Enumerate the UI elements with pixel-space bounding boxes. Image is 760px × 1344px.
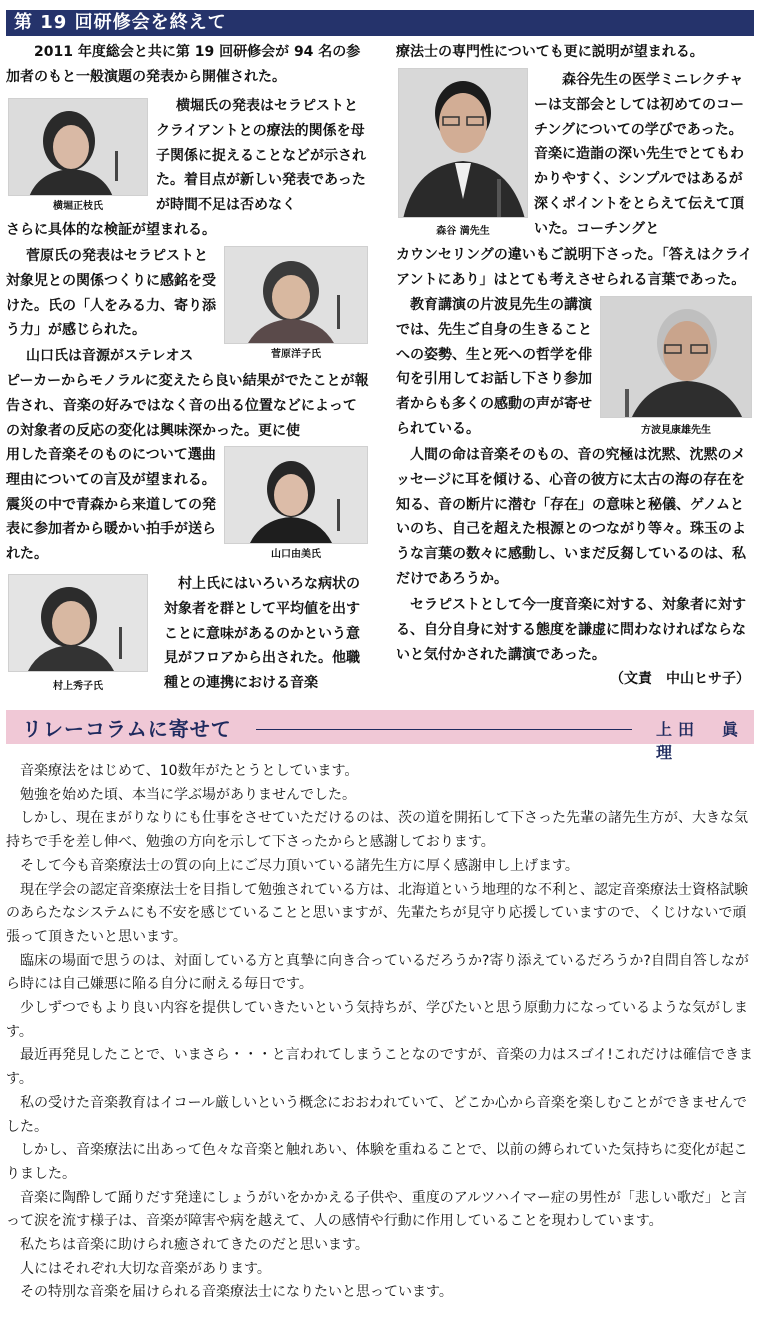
- photo-sugawara: [224, 246, 368, 344]
- paragraph: 森谷先生の医学ミニレクチャーは支部会としては初めてのコーチングについての学びであった。音楽に造詣の深い先生でとてもわかりやすく、シンプルではあるが深くポイントをとらえて伝えて頂いた。コーチングと: [534, 72, 744, 237]
- paragraph: 横堀氏の発表はセラピストとクライアントとの療法的関係を母子関係に捉えることなどが示された。着目点が新しい発表であったが時間不足は否めなく: [156, 98, 366, 214]
- relay-paragraph: 現在学会の認定音楽療法士を目指して勉強されている方は、北海道という地理的な不利と、認定音楽療法士資格試験のあらたなシステムにも不安を感じていることと思いますが、先輩たちが見守り応援していますので、くじけないで頑張って頂きたいと思います。: [6, 881, 748, 945]
- photo-murakami: [8, 574, 148, 672]
- relay-paragraph: 最近再発見したことで、いまさら・・・と言われてしまうことなのですが、音楽の力はスゴイ!これだけは確信できます。: [6, 1047, 753, 1088]
- relay-paragraph: 人にはそれぞれ大切な音楽があります。: [20, 1260, 271, 1277]
- relay-paragraph: 私たちは音楽に助けられ癒されてきたのだと思います。: [20, 1237, 369, 1254]
- photo-katabami: [600, 296, 752, 418]
- section-title: 第 19 回研修会を終えて: [6, 10, 754, 36]
- paragraph: 用した音楽そのものについて選曲理由についての言及が望まれる。震災の中で青森から来道しての発表に参加者から暖かい拍手が送られた。: [6, 447, 216, 563]
- paragraph: セラピストとして今一度音楽に対する、対象者に対する、自分自身に対する態度を謙虚に問わなければならないと気付かされた講演であった。: [396, 597, 746, 663]
- paragraph: 教育講演の片波見先生の講演では、先生ご自身の生きることへの姿勢、生と死への哲学を俳句を引用してお話し下さり参加者からも多くの感動の声が寄せられている。: [396, 297, 592, 437]
- paragraph: 人間の命は音楽そのもの、音の究極は沈黙、沈黙のメッセージに耳を傾ける、心音の彼方に太古の海の存在を知る、音の断片に潜む「存在」の意味と秘儀、ゲノムといのち、自己を超えた根源とのつながり等々。珠玉のような言葉の数々に感動し、いまだ反芻しているのは、私だけであろうか。: [396, 447, 746, 587]
- caption-sugawara: 菅原洋子氏: [271, 349, 321, 360]
- relay-paragraph: そして今も音楽療法士の質の向上にご尽力頂いている諸先生方に厚く感謝申し上げます。: [20, 857, 579, 874]
- caption-katabami: 方波見康雄先生: [641, 425, 711, 436]
- relay-paragraph: 勉強を始めた頃、本当に学ぶ場がありませんでした。: [20, 786, 356, 803]
- photo-yokobori: [8, 98, 148, 196]
- author-credit: （文責 中山ヒサ子）: [610, 671, 750, 687]
- relay-paragraph: 私の受けた音楽教育はイコール厳しいという概念におおわれていて、どこか心から音楽を楽しむことができませんでした。: [6, 1094, 747, 1135]
- relay-paragraph: 音楽に陶酔して踊りだす発達にしょうがいをかかえる子供や、重度のアルツハイマー症の男性が「悲しい歌だ」と言って涙を流す様子は、音楽が障害や病を越えて、人の感情や行動に作用していることを現わしています。: [6, 1189, 747, 1230]
- header-divider: [256, 729, 632, 730]
- relay-column-header: [6, 710, 754, 762]
- relay-paragraph: しかし、音楽療法に出あって色々な音楽と触れあい、体験を重ねることで、以前の縛られていた気持ちに変化が起こりました。: [6, 1142, 748, 1182]
- caption-yamaguchi: 山口由美氏: [271, 549, 321, 560]
- paragraph: さらに具体的な検証が望まれる。: [6, 222, 216, 238]
- photo-yamaguchi: [224, 446, 368, 544]
- caption-murakami: 村上秀子氏: [53, 681, 103, 692]
- relay-paragraph: しかし、現在まがりなりにも仕事をさせていただけるのは、茨の道を開拓して下さった先輩の諸先生方が、大きな気持ちで手を差し伸べ、勉強の方向を示して下さったからと感謝しております。: [6, 810, 748, 851]
- paragraph: 2011 年度総会と共に第 19 回研修会が 94 名の参加者のもと一般演題の発表から開催された。: [6, 44, 361, 85]
- relay-paragraph: 音楽療法をはじめて、10数年がたとうとしています。: [20, 763, 359, 779]
- relay-paragraph: 少しずつでもより良い内容を提供していきたいという気持ちが、学びたいと思う原動力になっているような気がします。: [6, 1000, 748, 1040]
- relay-column-author: 上田 眞理: [656, 720, 745, 762]
- paragraph: 菅原氏の発表はセラピストと対象児との関係つくりに感銘を受けた。氏の「人をみる力、寄り添う力」が感じられた。: [6, 248, 216, 339]
- caption-yokobori: 横堀正枝氏: [53, 201, 103, 212]
- relay-paragraph: その特別な音楽を届けられる音楽療法士になりたいと思っています。: [20, 1284, 453, 1301]
- relay-column-title: リレーコラムに寄せて: [22, 717, 232, 741]
- photo-moriya: [398, 68, 528, 218]
- caption-moriya: 森谷 満先生: [436, 226, 490, 237]
- relay-column-body: [6, 760, 754, 1305]
- paragraph: 療法士の専門性についても更に説明が望まれる。: [396, 44, 704, 60]
- paragraph: 山口氏は音源がステレオス: [26, 348, 194, 364]
- relay-paragraph: 臨床の場面で思うのは、対面している方と真摯に向き合っているだろうか?寄り添えているだろうか?自問自答しながら時には自己嫌悪に陥る自分に耐える毎日です。: [6, 952, 749, 993]
- paragraph: ピーカーからモノラルに変えたら良い結果がでたことが報告され、音楽の好みではなく音の出る位置などによっての対象者の反応の変化は興味深かった。更に使: [6, 373, 369, 439]
- paragraph: 村上氏にはいろいろな病状の対象者を群として平均値を出すことに意味があるのかという意見がフロアから出された。他職種との連携における音楽: [164, 576, 360, 692]
- paragraph: カウンセリングの違いもご説明下さった。「答えはクライアントにあり」はとても考えさせられる言葉であった。: [396, 247, 753, 288]
